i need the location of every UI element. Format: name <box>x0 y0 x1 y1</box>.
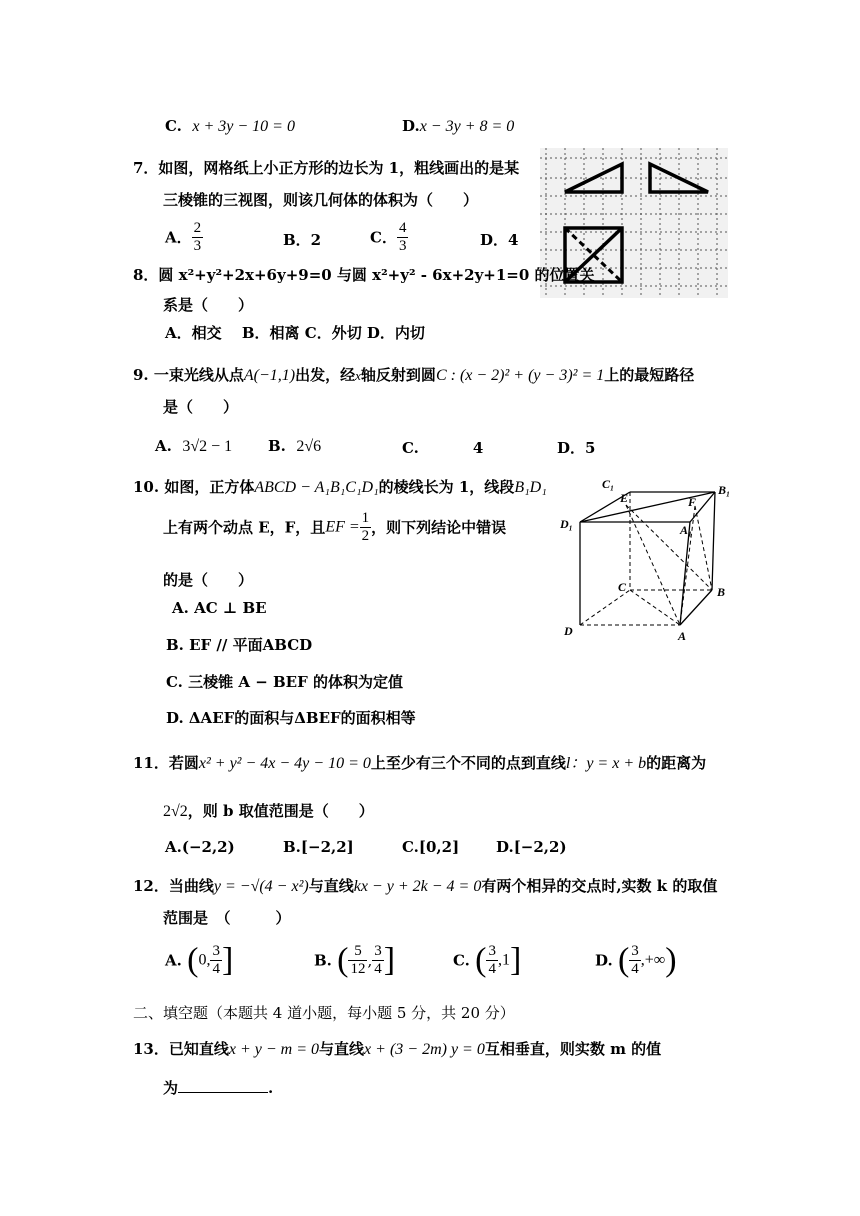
q10-option-a: A. AC ⊥ BE <box>172 599 267 617</box>
q10-option-b: B. EF // 平面ABCD <box>166 636 313 654</box>
label-C: C <box>618 580 627 594</box>
q7-option-b: B．2 <box>283 231 322 249</box>
q8-stem-line2: 系是（ ） <box>163 296 254 314</box>
q9-option-d: D．5 <box>557 439 596 457</box>
label-D: D <box>564 624 573 638</box>
q9-option-b: B. 2√6 <box>268 437 322 455</box>
q11-option-c: C.[0,2] <box>402 838 460 856</box>
label-A1: A₁ <box>680 523 693 537</box>
label-D1: D₁ <box>560 517 573 531</box>
q10-option-c: C. 三棱锥 A − BEF 的体积为定值 <box>166 673 403 691</box>
label-F: F <box>688 495 697 509</box>
q12-option-c: C. ( $\frac{3}{4}$ ,1] <box>453 941 522 979</box>
cube-figure <box>560 470 740 645</box>
q9-option-a: A. 3√2 − 1 <box>155 437 233 455</box>
q7-option-a: A． $\frac{2}{3}$ <box>165 220 202 254</box>
q10-stem-line1: 10. 如图，正方体ABCD − A₁B₁C₁D₁的棱线长为 1，线段B₁D₁ <box>133 478 547 496</box>
q11-stem-line2: 2√2，则 b 取值范围是（ ） <box>163 802 374 820</box>
label-B1: B₁ <box>718 483 731 497</box>
label-A: A <box>678 629 687 643</box>
answer-blank <box>178 1078 268 1093</box>
q11-option-b: B.[−2,2] <box>283 838 354 856</box>
q7-option-d: D．4 <box>480 231 519 249</box>
q12-stem-line1: 12．当曲线y = −√(4 − x²)与直线kx − y + 2k − 4 = 0有两个相异的交点时,实数 k 的取值 <box>133 877 718 895</box>
q8-stem-line1: 8．圆 x²+y²+2x+6y+9=0 与圆 x²+y² ‑ 6x+2y+1=0 的位置关 <box>133 266 595 284</box>
label-C1: C₁ <box>602 477 615 491</box>
q9-option-c: C. 4 <box>402 439 484 457</box>
q6-option-d: D.x − 3y + 8 = 0 <box>402 117 515 135</box>
q10-stem-line2: 上有两个动点 E，F，且EF = $\frac{1}{2}$ ，则下列结论中错误 <box>163 510 507 544</box>
q6-option-c: C. x + 3y − 10 = 0 <box>165 117 295 135</box>
q11-option-d: D.[−2,2) <box>496 838 567 856</box>
q10-stem-line3: 的是（ ） <box>163 571 254 589</box>
q12-option-a: A. (0, $\frac{3}{4}$ ] <box>165 941 234 979</box>
q11-stem-line1: 11．若圆x² + y² − 4x − 4y − 10 = 0上至少有三个不同的点到直线l：y = x + b的距离为 <box>133 754 707 772</box>
q10-option-d: D. ΔAEF的面积与ΔBEF的面积相等 <box>166 709 416 727</box>
q9-stem-line2: 是（ ） <box>163 398 239 416</box>
q13-stem-line2: 为 . <box>163 1079 274 1097</box>
section-heading: 二、填空题（本题共 4 道小题，每小题 5 分，共 20 分） <box>133 1004 515 1022</box>
q7-stem-line1: 7．如图，网格纸上小正方形的边长为 1，粗线画出的是某 <box>133 159 520 177</box>
q11-option-a: A.(−2,2) <box>165 838 235 856</box>
q7-stem-line2: 三棱锥的三视图，则该几何体的体积为（ ） <box>163 191 479 209</box>
q8-options: A．相交 B．相离 C．外切 D．内切 <box>165 324 425 342</box>
q12-option-d: D. ( $\frac{3}{4}$ ,+∞) <box>595 941 677 979</box>
q13-stem-line1: 13．已知直线x + y − m = 0与直线x + (3 − 2m) y = 0互相垂直，则实数 m 的值 <box>133 1040 662 1058</box>
q12-option-b: B. ( $\frac{5}{12}$ , $\frac{3}{4}$ ] <box>314 941 396 979</box>
q9-stem-line1: 9. 一束光线从点A(−1,1)出发，经x轴反射到圆C : (x − 2)² + (y − 3)² = 1上的最短路径 <box>133 366 695 384</box>
q12-stem-line2: 范围是 （ ） <box>163 909 291 927</box>
label-E: E <box>620 491 629 505</box>
label-B: B <box>717 585 726 599</box>
q7-option-c: C． $\frac{4}{3}$ <box>370 220 407 254</box>
